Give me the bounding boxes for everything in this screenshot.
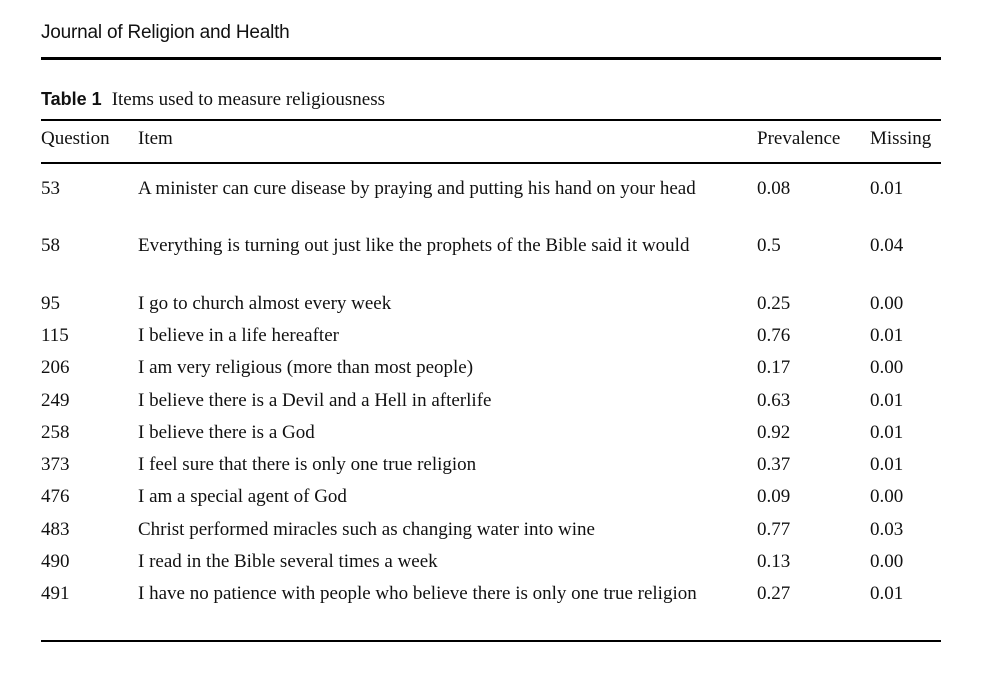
prevalence-cell: 0.63 [757,390,791,411]
table-caption-text: Items used to measure religiousness [111,89,386,110]
prevalence-cell: 0.37 [757,454,791,475]
column-header-item: Item [138,128,173,149]
prevalence-cell: 0.92 [757,422,791,443]
prevalence-cell: 0.13 [757,551,791,572]
question-cell: 483 [41,519,70,540]
item-cell: I read in the Bible several times a week [138,551,438,572]
item-cell: I feel sure that there is only one true religion [138,454,477,475]
item-cell: I have no patience with people who believe there is only one true religion [138,583,697,604]
table-bottom-rule [41,640,941,642]
prevalence-cell: 0.76 [757,325,791,346]
prevalence-cell: 0.17 [757,357,791,378]
question-cell: 373 [41,454,70,475]
missing-cell: 0.01 [870,178,904,199]
item-cell: I believe there is a Devil and a Hell in afterlife [138,390,492,411]
column-header-missing: Missing [870,128,932,149]
question-cell: 53 [41,178,60,199]
item-cell: I go to church almost every week [138,293,392,314]
missing-cell: 0.00 [870,551,904,572]
question-cell: 490 [41,551,70,572]
missing-cell: 0.04 [870,235,904,256]
prevalence-cell: 0.25 [757,293,791,314]
column-header-question: Question [41,128,110,149]
header-rule [41,57,941,60]
question-cell: 206 [41,357,70,378]
missing-cell: 0.00 [870,357,904,378]
missing-cell: 0.01 [870,325,904,346]
item-cell: I am a special agent of God [138,486,347,507]
item-cell: I am very religious (more than most people) [138,357,474,378]
prevalence-cell: 0.27 [757,583,791,604]
journal-title: Journal of Religion and Health [41,22,290,43]
missing-cell: 0.01 [870,422,904,443]
missing-cell: 0.00 [870,486,904,507]
item-cell: A minister can cure disease by praying and putting his hand on your head [138,178,696,199]
missing-cell: 0.01 [870,454,904,475]
question-cell: 476 [41,486,70,507]
table-label: Table 1 [41,89,102,109]
item-cell: I believe there is a God [138,422,315,443]
table-caption [41,89,385,111]
question-cell: 115 [41,325,69,346]
prevalence-cell: 0.5 [757,235,781,256]
item-cell: Everything is turning out just like the prophets of the Bible said it would [138,235,690,256]
header-bottom-rule [41,162,941,164]
table-top-rule [41,119,941,121]
item-cell: Christ performed miracles such as changing water into wine [138,519,595,540]
prevalence-cell: 0.08 [757,178,791,199]
prevalence-cell: 0.09 [757,486,791,507]
missing-cell: 0.01 [870,583,904,604]
question-cell: 249 [41,390,70,411]
column-header-prevalence: Prevalence [757,128,841,149]
missing-cell: 0.00 [870,293,904,314]
missing-cell: 0.01 [870,390,904,411]
question-cell: 491 [41,583,70,604]
question-cell: 58 [41,235,60,256]
item-cell: I believe in a life hereafter [138,325,339,346]
missing-cell: 0.03 [870,519,904,540]
question-cell: 258 [41,422,70,443]
prevalence-cell: 0.77 [757,519,791,540]
question-cell: 95 [41,293,60,314]
